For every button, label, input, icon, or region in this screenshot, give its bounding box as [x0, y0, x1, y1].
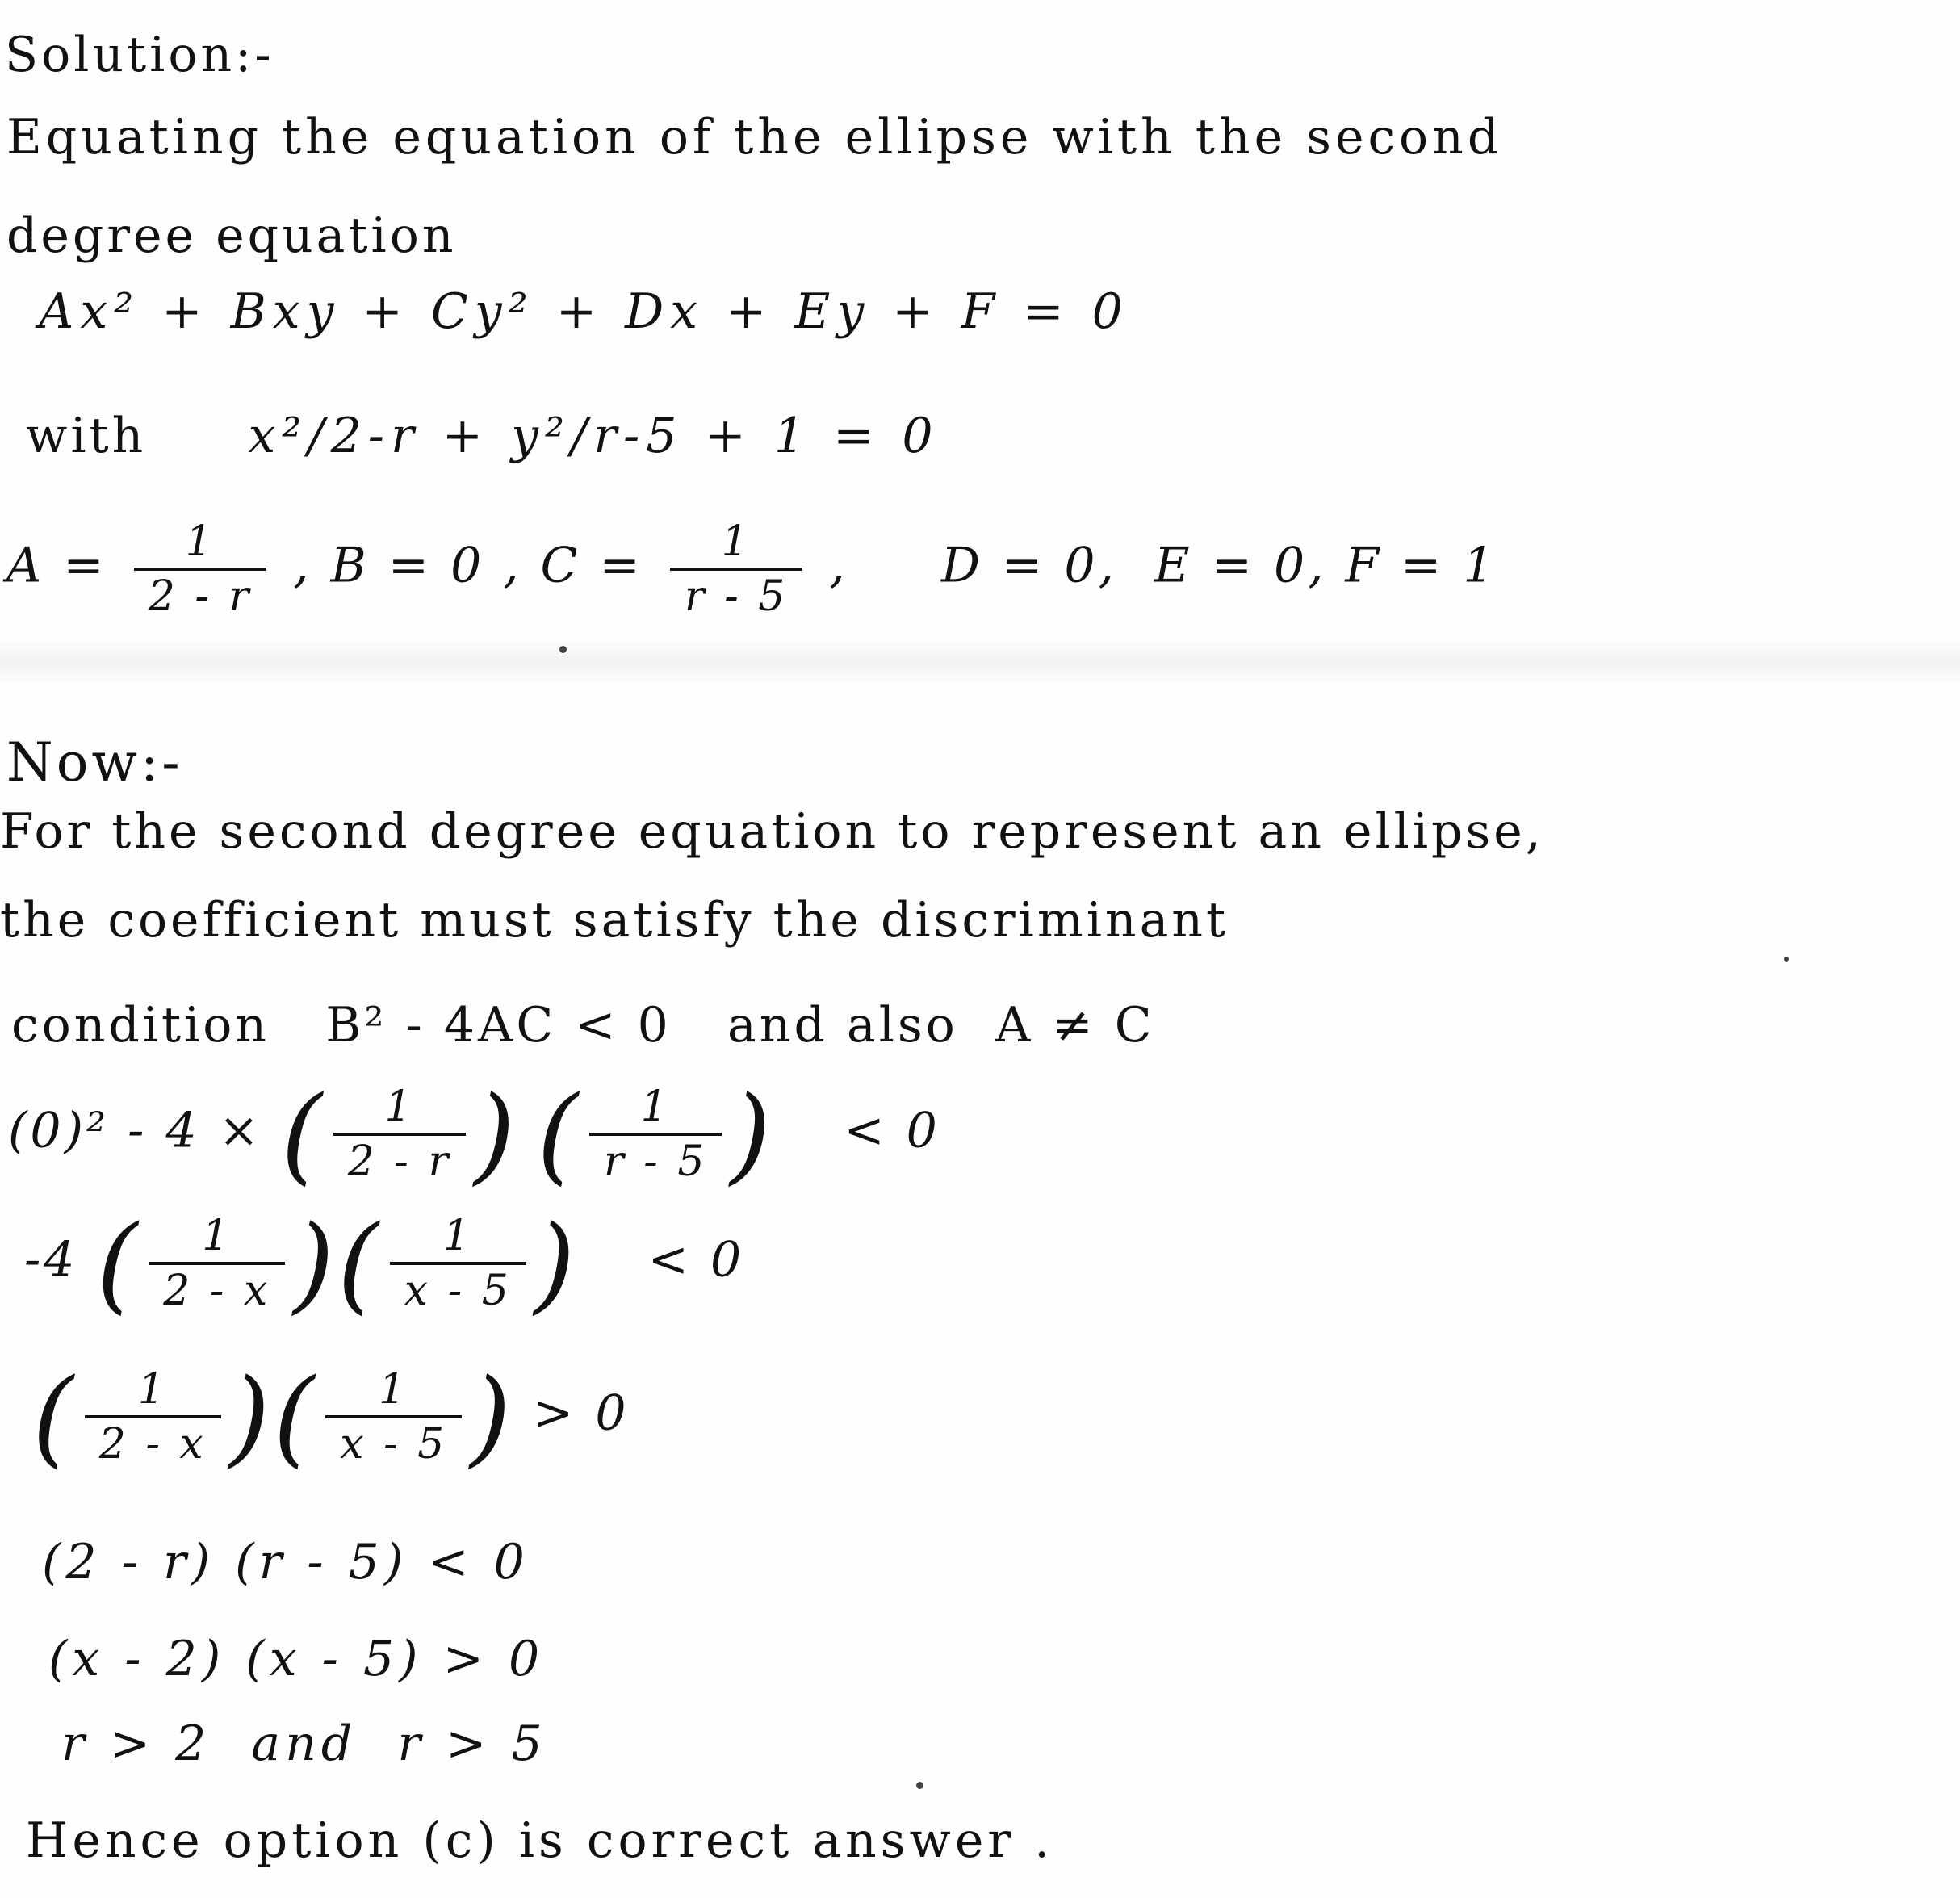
step-3-f2-numerator: 1 — [379, 1365, 409, 1414]
step-3-f1-numerator: 1 — [137, 1365, 168, 1414]
coef-rest: , D = 0, E = 0, F = 1 — [829, 537, 1497, 594]
condition-line-1: For the second degree equation to represent an ellipse, — [0, 803, 1544, 860]
coef-a-fraction — [134, 517, 267, 621]
step-1-f2-denominator: r - 5 — [589, 1133, 722, 1183]
step-3-f1-denominator: 2 - x — [85, 1415, 221, 1465]
step-1-fraction-2 — [589, 1083, 722, 1186]
step-1-suffix: < 0 — [844, 1102, 940, 1159]
with-label: with — [26, 408, 147, 464]
intro-line-1: Equating the equation of the ellipse with the second — [6, 109, 1503, 165]
scan-fold-band — [0, 638, 1960, 686]
step-2-f2-denominator: x - 5 — [390, 1262, 526, 1312]
step-1-f2-numerator: 1 — [640, 1083, 671, 1131]
step-2-fraction-1 — [149, 1212, 285, 1315]
step-3: ( $\frac{1}{2 - x}$ )( $\frac{1}{x - 5}$ ) > 0 — [32, 1355, 630, 1478]
step-1-fraction-1 — [333, 1083, 467, 1186]
step-2-f1-denominator: 2 - x — [149, 1262, 285, 1312]
intro-line-2: degree equation — [6, 207, 457, 264]
coef-c-denominator: r - 5 — [670, 568, 803, 618]
step-2-f2-numerator: 1 — [442, 1212, 473, 1260]
step-2-fraction-2 — [390, 1212, 526, 1315]
step-1-f1-numerator: 1 — [384, 1083, 415, 1131]
coef-a-denominator: 2 - r — [134, 568, 267, 618]
coef-c-numerator: 1 — [721, 517, 752, 566]
coef-c-fraction — [670, 517, 803, 621]
step-2-f1-numerator: 1 — [202, 1212, 232, 1260]
step-3-fraction-1 — [85, 1365, 221, 1469]
scan-speck-3 — [1784, 957, 1789, 962]
scan-speck-1 — [559, 646, 567, 653]
general-equation: Ax² + Bxy + Cy² + Dx + Ey + F = 0 — [39, 283, 1129, 340]
step-1: (0)² - 4 × ( $\frac{1}{2 - r}$ ) ( $\frac{1}{r - 5}$ ) < 0 — [8, 1073, 940, 1196]
coef-a-numerator: 1 — [185, 517, 216, 566]
condition-line-3: condition B² - 4AC < 0 and also A ≠ C — [11, 997, 1155, 1054]
given-equation-line — [26, 408, 940, 464]
step-3-fraction-2 — [325, 1365, 462, 1469]
conclusion: Hence option (c) is correct answer . — [26, 1812, 1054, 1869]
condition-line-2: the coefficient must satisfy the discriminant — [0, 892, 1229, 949]
step-2-suffix: < 0 — [647, 1231, 745, 1288]
step-3-f2-denominator: x - 5 — [325, 1415, 462, 1465]
scan-speck-2 — [916, 1782, 923, 1789]
step-4: (2 - r) (r - 5) < 0 — [42, 1534, 530, 1590]
step-2: -4 ( $\frac{1}{2 - x}$ )( $\frac{1}{x - 5}$ ) < 0 — [24, 1202, 745, 1325]
step-6: r > 2 and r > 5 — [61, 1716, 547, 1772]
step-5: (x - 2) (x - 5) > 0 — [48, 1631, 545, 1687]
coefficient-values — [6, 517, 1497, 621]
step-1-prefix: (0)² - 4 × — [8, 1102, 262, 1159]
given-equation: x²/2-r + y²/r-5 + 1 = 0 — [248, 408, 940, 464]
now-heading: Now:- — [6, 731, 183, 794]
step-2-prefix: -4 — [24, 1231, 78, 1288]
coef-b-c-label: , B = 0 , C = — [293, 537, 643, 594]
step-1-f1-denominator: 2 - r — [333, 1133, 467, 1183]
solution-heading: Solution:- — [5, 27, 274, 83]
step-3-suffix: > 0 — [533, 1385, 630, 1442]
coef-a-label: A = — [6, 537, 107, 594]
